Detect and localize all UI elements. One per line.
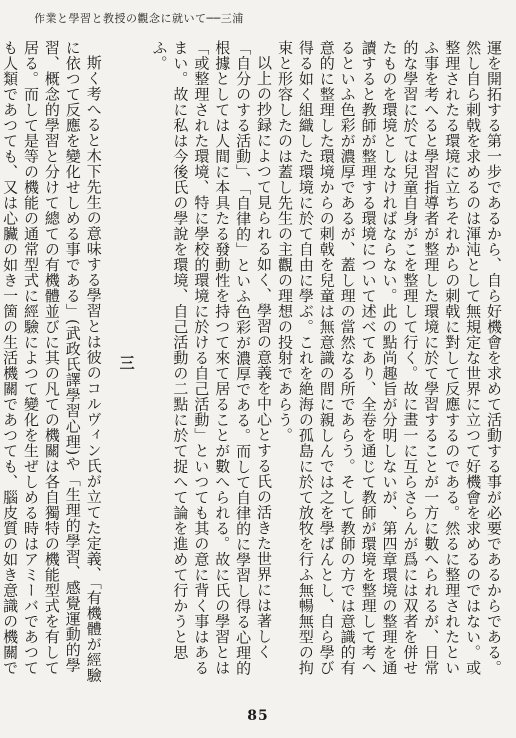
- paragraph: 以上の抄録によつて見られる如く、學習の意義を中心とする氏の活きた世界には著しく「自分のする活動」、「自律的」といふ色彩が濃厚である。而して自律的に學習し得る心理的根據としては人間に本具たる發動性を持つて來て居ることが數へられる。故に氏の學習とは「或整理された環境、特に學校的環境に於ける自己活動」といつても其の意に背く事はあるまい。故に私は今後氏の學說を環境、自己活動の二點に於て捉へて論を進めて行かうと思ふ。: [150, 40, 274, 676]
- running-head: 作業と學習と教授の觀念に就いて──三浦: [34, 12, 244, 25]
- paragraph: 運を開拓する第一步であるから、自ら好機會を求めて活動する事が必要であるからである。然し自ら刺戟を求めるのは渾沌として無規定な世界に立つて好機會を求めるのではない。或整理されたる環境に立ちそれからの刺戟に對して反應するのである。然るに整理されたといふ事を考へると學習指導者が整理した環境に於て學習することが一方に數へられるが、日常的な學習に於ては兒童自身がこを整理して行く。故に畫一に互らさらんが爲には双者を併せたものを環境としなければならない。此の點尚趣旨が分明しないが、第四章環境の整理を通讀すると教師が整理する環境について述べてあり、全卷を通じて教師が環境を整理して考へるといふ色彩が濃厚であるが、蓋し理の當然なる所であらう。そして教師の方では意識的有意的に整理した環境からの刺戟を兒童は無意識の間に親しんでは之を學ばんとし、自ら學び得る如く組織した環境に於て自由に學ぶ。これを絶海の孤島に於て放牧を行ふ無暢無型の拘束と形容したのは蓋し先生の主觀の理想の投射であらう。: [275, 40, 503, 676]
- section-number: 三: [117, 354, 136, 371]
- body-text: [1, 40, 504, 685]
- page-number: 85: [247, 708, 269, 724]
- paragraph: 斯く考へると木下先生の意味する學習とは彼のコルヴィン氏が立てた定義、「有機體が經驗に依つて反應を變化せしめる事である」(武政氏譯學習心理)や「生理的學習、感覺運動的學習、概念的學習と分けて總ての有機體並びに其の凡ての機關は各自獨特の機能型式を有して居る。而して是等の機能の通常型式に經驗によつて變化を生ぜしめる時はアミーバであつても人類であつても、又は心臟の如き一箇の生活機關であつても、腦皮質の如き意識の機關で: [1, 40, 103, 683]
